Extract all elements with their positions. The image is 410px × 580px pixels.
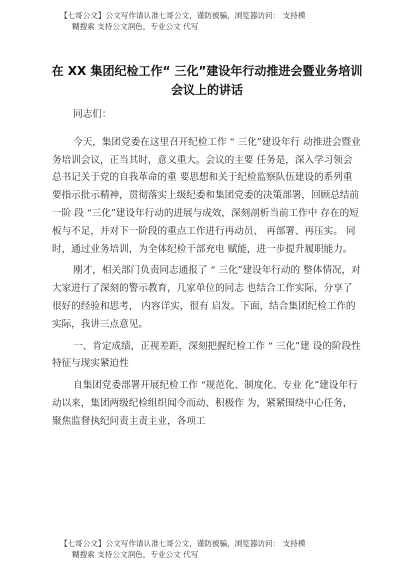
header-line-2: 糊搜索 支持公文润色，专业公文 代写 [72,22,199,31]
page-footer [60,538,360,560]
document-body [52,106,362,431]
paragraph-3: 自集团党委部署开展纪检工作 “规范化、制度化、专业 化”建设年行动以来，集团两级纪检组织闻令而动、积极作 为，紧紧围绕中心任务，聚焦监督执纪问责主责主业，各项工 [52,380,358,427]
title-line-2: 会议上的讲话 [170,83,243,97]
header-line-1: 【七哥公文】公文写作请认准七哥公文，谨防被骗，浏览器访问： 支持模 [60,11,306,20]
document-title [48,62,366,100]
page-header [60,10,360,32]
paragraph-2: 刚才，相关部门负责同志通报了 “ 三化”建设年行动的 整体情况，对大家进行了深刻的警示教育，几家单位的同志 也结合工作实际，分享了很好的经验和思考， 内容详实，很有 启发。下面，结合集团纪检工作的实际，我讲三点意见。 [52,265,361,330]
section-heading-1: 一、肯定成绩，正视差距，深刻把握纪检工作 “ 三化”建 设的阶段性特征与现实紧迫性 [52,340,361,370]
salutation: 同志们： [73,109,112,120]
footer-line-2: 糊搜索 支持公文润色，专业公文 代写 [72,550,199,559]
paragraph-1: 今天，集团党委在这里召开纪检工作 “ 三化”建设年行 动推进会暨业务培训会议，正当其时，意义重大。会议的主要 任务是，深入学习领会总书记关于党的自我革命的重 要思想和关于纪检监察队伍建设的系列重要指示批示精神，贯彻落实上级纪委和集团党委的决策部署，回顾总结前一阶 段 “三化”建设年行动的进展与成效，深刻剖析当前工作中 存在的短板与不足，并对下一阶段的重点工作进行再动员、 再部署、再压实。 同时，通过业务培训，为全体纪检干部充电 赋能，进一步提升履职能力。 [52,136,361,255]
title-line-1: 在 XX 集团纪检工作“ 三化”建设年行动推进会暨业务培训 [51,64,363,78]
footer-line-1: 【七哥公文】公文写作请认准七哥公文，谨防被骗，浏览器访问： 支持模 [60,539,306,548]
